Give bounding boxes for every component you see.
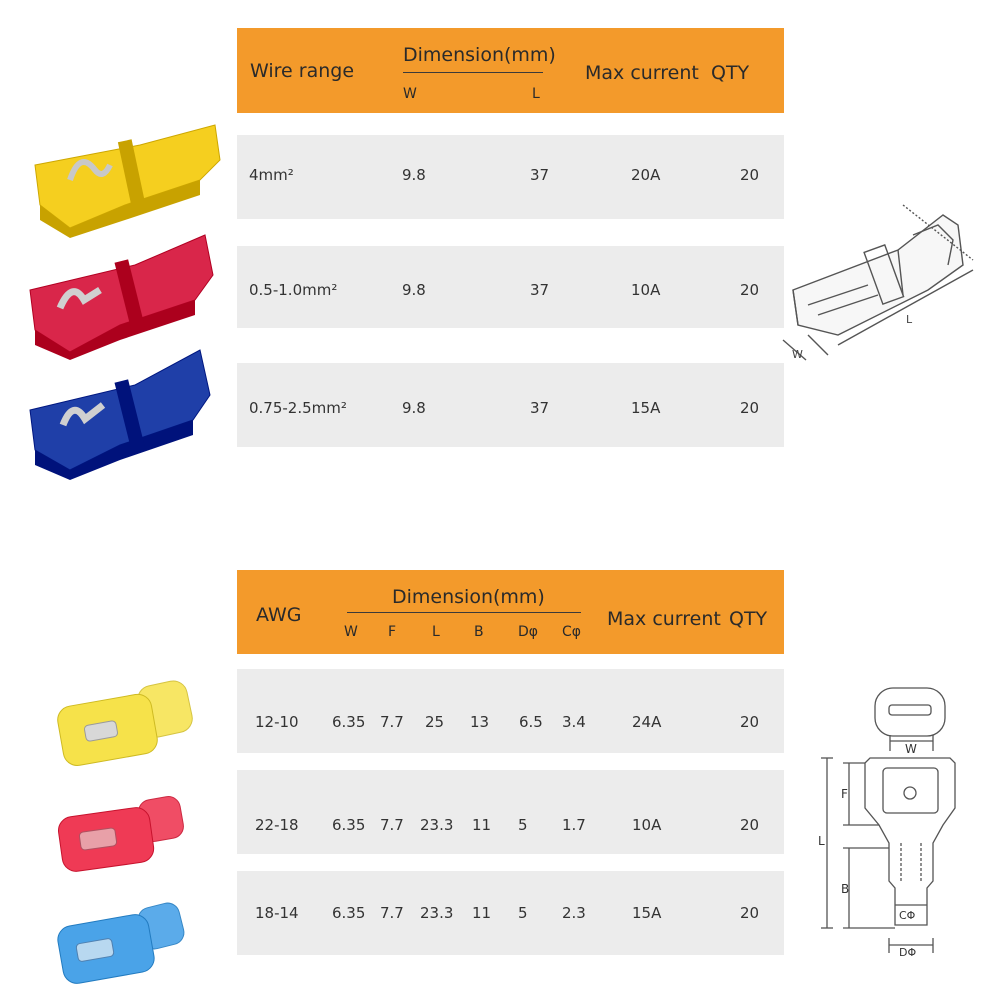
spade-dimension-drawing [815, 683, 975, 958]
table2-header [237, 570, 784, 654]
header-w: W [403, 86, 417, 102]
header-max-current: Max current [607, 608, 721, 630]
header-f: F [388, 624, 397, 640]
cell-qty: 20 [740, 166, 760, 184]
dimension-underline [403, 72, 543, 73]
header-dimension: Dimension(mm) [392, 586, 545, 608]
header-awg: AWG [256, 604, 302, 626]
header-l: L [432, 624, 440, 640]
header-w: W [344, 624, 358, 640]
cell-d: 5 [518, 816, 528, 834]
table1-header [237, 28, 784, 113]
cell-l: 23.3 [420, 816, 454, 834]
cell-current: 10A [631, 281, 661, 299]
cell-w: 6.35 [332, 713, 366, 731]
cell-d: 5 [518, 904, 528, 922]
red-t-tap-connector-image [25, 230, 220, 360]
header-qty: QTY [729, 608, 768, 630]
cell-f: 7.7 [380, 713, 404, 731]
cell-awg: 12-10 [255, 713, 299, 731]
cell-current: 10A [632, 816, 662, 834]
cell-b: 11 [472, 816, 492, 834]
cell-qty: 20 [740, 399, 760, 417]
cell-b: 13 [470, 713, 490, 731]
cell-l: 37 [530, 166, 550, 184]
t-tap-dimension-drawing [778, 195, 983, 370]
table1-row-2 [237, 246, 784, 328]
cell-current: 15A [631, 399, 661, 417]
cell-w: 9.8 [402, 281, 426, 299]
cell-wire: 4mm² [249, 166, 294, 184]
cell-w: 6.35 [332, 904, 366, 922]
cell-current: 24A [632, 713, 662, 731]
cell-wire: 0.5-1.0mm² [249, 281, 338, 299]
cell-current: 15A [632, 904, 662, 922]
header-l: L [532, 86, 540, 102]
blue-t-tap-connector-image [25, 345, 220, 480]
cell-l: 37 [530, 399, 550, 417]
blue-spade-connector-image [55, 895, 190, 985]
cell-wire: 0.75-2.5mm² [249, 399, 347, 417]
header-wire-range: Wire range [250, 60, 355, 82]
cell-c: 3.4 [562, 713, 586, 731]
cell-qty: 20 [740, 713, 760, 731]
drawing-label-w: W [905, 742, 917, 756]
cell-qty: 20 [740, 816, 760, 834]
drawing-label-c: CΦ [899, 909, 916, 922]
header-dimension: Dimension(mm) [403, 44, 556, 66]
header-b: B [474, 624, 484, 640]
cell-w: 9.8 [402, 166, 426, 184]
red-spade-connector-image [55, 790, 190, 875]
cell-current: 20A [631, 166, 661, 184]
cell-w: 9.8 [402, 399, 426, 417]
table1-row-3 [237, 363, 784, 447]
cell-f: 7.7 [380, 904, 404, 922]
table2-row-2 [237, 770, 784, 854]
cell-f: 7.7 [380, 816, 404, 834]
dimension-underline [347, 612, 581, 613]
cell-awg: 22-18 [255, 816, 299, 834]
header-d: Dφ [518, 624, 539, 640]
yellow-spade-connector-image [55, 675, 195, 770]
drawing-label-l: L [906, 313, 913, 326]
cell-c: 2.3 [562, 904, 586, 922]
cell-c: 1.7 [562, 816, 586, 834]
drawing-label-d: DΦ [899, 946, 917, 958]
cell-b: 11 [472, 904, 492, 922]
header-max-current: Max current [585, 62, 699, 84]
table1-row-1 [237, 135, 784, 219]
drawing-label-b: B [841, 882, 850, 896]
cell-qty: 20 [740, 281, 760, 299]
table2-row-3 [237, 871, 784, 955]
drawing-label-f: F [841, 787, 848, 801]
cell-w: 6.35 [332, 816, 366, 834]
drawing-label-w: W [792, 348, 803, 361]
header-qty: QTY [711, 62, 750, 84]
cell-awg: 18-14 [255, 904, 299, 922]
yellow-t-tap-connector-image [30, 120, 225, 240]
cell-l: 25 [425, 713, 445, 731]
table2-row-1 [237, 669, 784, 753]
header-c: Cφ [562, 624, 582, 640]
cell-l: 37 [530, 281, 550, 299]
cell-l: 23.3 [420, 904, 454, 922]
drawing-label-l: L [818, 834, 825, 848]
cell-d: 6.5 [519, 713, 543, 731]
cell-qty: 20 [740, 904, 760, 922]
